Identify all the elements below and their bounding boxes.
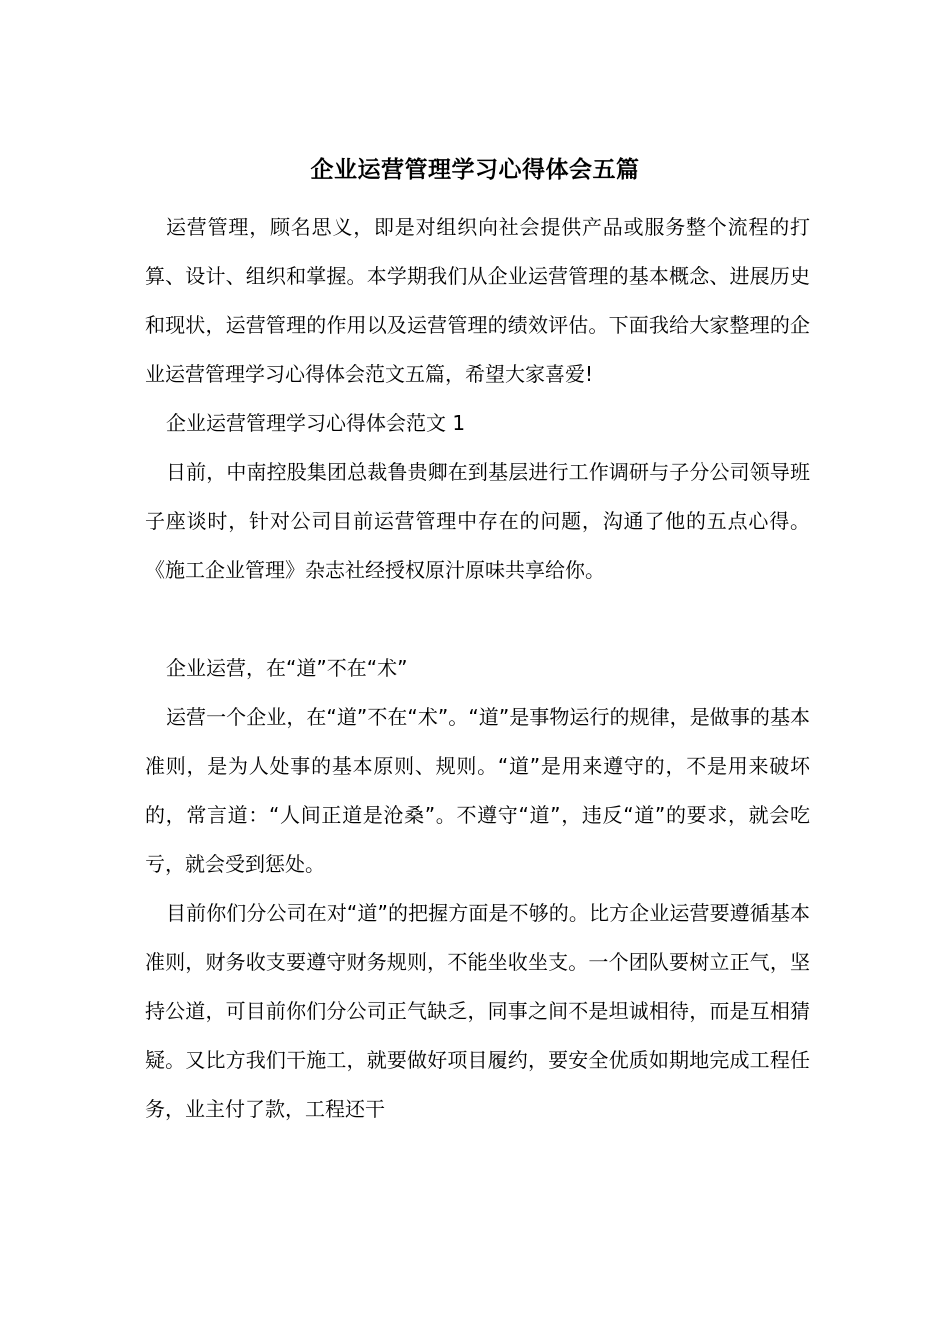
- sample1-paragraph: 日前，中南控股集团总裁鲁贵卿在到基层进行工作调研与子分公司领导班子座谈时，针对公司目前运营管理中存在的问题，沟通了他的五点心得。《施工企业管理》杂志社经授权原汁原味共享给你。: [145, 460, 810, 582]
- sample1-heading: 企业运营管理学习心得体会范文 1: [166, 411, 466, 435]
- intro-paragraph: 运营管理，顾名思义，即是对组织向社会提供产品或服务整个流程的打算、设计、组织和掌握。本学期我们从企业运营管理的基本概念、进展历史和现状，运营管理的作用以及运营管理的绩效评估。下面我给大家整理的企业运营管理学习心得体会范文五篇，希望大家喜爱!: [145, 215, 810, 386]
- document-title: 企业运营管理学习心得体会五篇: [310, 157, 640, 183]
- document-body: [145, 203, 810, 1134]
- blank-line: [145, 595, 810, 644]
- section1-paragraph-1: 运营一个企业，在“道”不在“术”。“道”是事物运行的规律，是做事的基本准则，是为人处事的基本原则、规则。“道”是用来遵守的，不是用来破坏的，常言道：“人间正道是沧桑”。不遵守“道”，违反“道”的要求，就会吃亏，就会受到惩处。: [145, 705, 810, 876]
- section1-paragraph-2: 目前你们分公司在对“道”的把握方面是不够的。比方企业运营要遵循基本准则，财务收支要遵守财务规则，不能坐收坐支。一个团队要树立正气，坚持公道，可目前你们分公司正气缺乏，同事之间不是坦诚相待，而是互相猜疑。又比方我们干施工，就要做好项目履约，要安全优质如期地完成工程任务，业主付了款，工程还干: [145, 901, 810, 1121]
- section1-heading: 企业运营，在“道”不在“术”: [166, 656, 408, 680]
